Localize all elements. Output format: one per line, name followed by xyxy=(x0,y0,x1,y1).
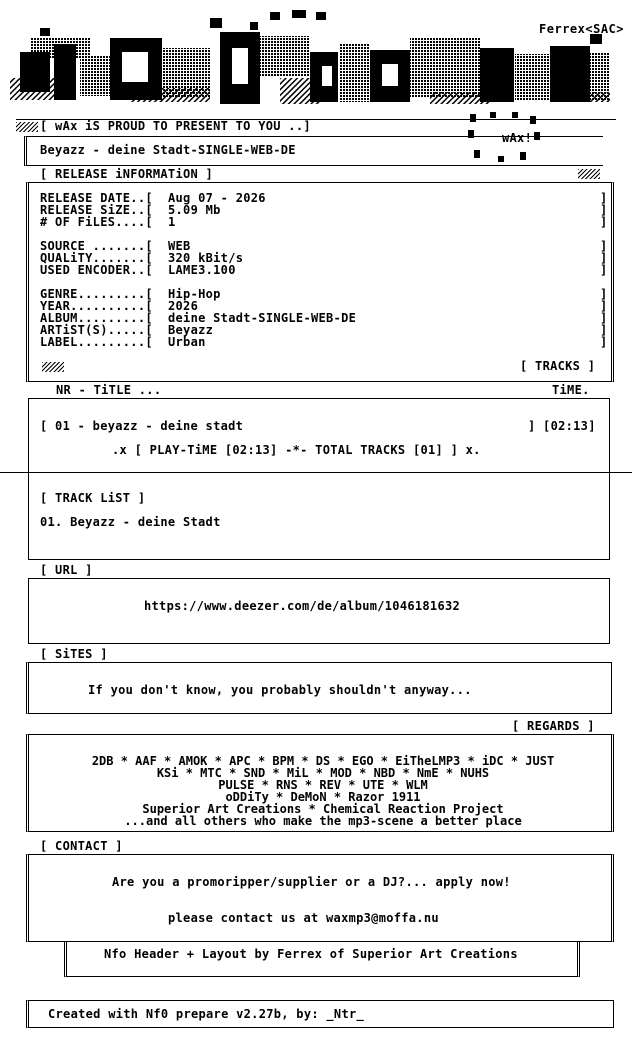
contact-apply: Are you a promoripper/supplier or a DJ?... apply now! xyxy=(112,875,511,889)
release-info-close: ] xyxy=(600,335,608,349)
release-info-label: ARTiST(S).....[ xyxy=(40,323,153,337)
release-info-close: ] xyxy=(600,323,608,337)
hatch-decoration xyxy=(578,169,600,179)
release-info-value: 1 xyxy=(168,215,176,229)
release-info-value: Hip-Hop xyxy=(168,287,221,301)
layout-credit: Nfo Header + Layout by Ferrex of Superior Art Creations xyxy=(104,947,518,961)
release-info-label: RELEASE DATE..[ xyxy=(40,191,153,205)
hatch-decoration xyxy=(16,122,38,132)
hatch-decoration xyxy=(42,362,64,372)
release-info-value: Aug 07 - 2026 xyxy=(168,191,266,205)
release-info-close: ] xyxy=(600,263,608,277)
tracks-header-time: TiME. xyxy=(552,383,590,397)
regards-line: Superior Art Creations * Chemical Reaction Project xyxy=(142,802,504,816)
release-info-label: LABEL.........[ xyxy=(40,335,153,349)
release-info-value: Urban xyxy=(168,335,206,349)
release-info-label: RELEASE SiZE..[ xyxy=(40,203,153,217)
release-info-label: YEAR..........[ xyxy=(40,299,153,313)
regards-line: ...and all others who make the mp3-scene a better place xyxy=(124,814,522,828)
release-title: Beyazz - deine Stadt-SINGLE-WEB-DE xyxy=(40,143,296,157)
url-label: [ URL ] xyxy=(40,563,93,577)
release-info-close: ] xyxy=(600,299,608,313)
contact-email[interactable]: please contact us at waxmp3@moffa.nu xyxy=(168,911,439,925)
release-info-label: USED ENCODER..[ xyxy=(40,263,153,277)
sites-label: [ SiTES ] xyxy=(40,647,108,661)
regards-line: PULSE * RNS * REV * UTE * WLM xyxy=(218,778,428,792)
release-info-close: ] xyxy=(600,287,608,301)
sites-text: If you don't know, you probably shouldn't anyway... xyxy=(88,683,472,697)
url-link[interactable]: https://www.deezer.com/de/album/1046181632 xyxy=(144,599,461,613)
release-info-value: 2026 xyxy=(168,299,199,313)
contact-box xyxy=(26,854,614,942)
release-info-label: SOURCE .......[ xyxy=(40,239,153,253)
regards-line: 2DB * AAF * AMOK * APC * BPM * DS * EGO * EiTheLMP3 * iDC * JUST xyxy=(91,754,555,768)
release-info-close: ] xyxy=(600,191,608,205)
release-info-value: WEB xyxy=(168,239,191,253)
regards-line: oDDiTy * DeMoN * Razor 1911 xyxy=(225,790,421,804)
track-line: [ 01 - beyazz - deine stadt xyxy=(40,419,244,433)
release-info-value: Beyazz xyxy=(168,323,214,337)
release-info-value: deine Stadt-SINGLE-WEB-DE xyxy=(168,311,357,325)
release-info-close: ] xyxy=(600,203,608,217)
author-signature: Ferrex<SAC> xyxy=(539,22,624,36)
track-time: ] [02:13] xyxy=(528,419,596,433)
release-info-value: 5.09 Mb xyxy=(168,203,221,217)
release-info-close: ] xyxy=(600,251,608,265)
wax-ascii-logo xyxy=(10,8,618,120)
created-with: Created with Nf0 prepare v2.27b, by: _Ntr_ xyxy=(48,1007,365,1021)
release-info-label: GENRE.........[ xyxy=(40,287,153,301)
release-info-label: [ RELEASE iNFORMATiON ] xyxy=(40,167,214,181)
tracks-total: .x [ PLAY-TiME [02:13] -*- TOTAL TRACKS [01] ] x. xyxy=(112,443,481,457)
release-info-label: ALBUM.........[ xyxy=(40,311,153,325)
tracklist-label: [ TRACK LiST ] xyxy=(40,491,146,505)
release-info-label: QUALiTY.......[ xyxy=(40,251,153,265)
tracks-label: [ TRACKS ] xyxy=(520,359,596,373)
release-info-close: ] xyxy=(600,239,608,253)
release-info-label: # OF FiLES....[ xyxy=(40,215,153,229)
contact-label: [ CONTACT ] xyxy=(40,839,123,853)
release-info-value: 320 kBit/s xyxy=(168,251,244,265)
release-info-value: LAME3.100 xyxy=(168,263,236,277)
divider xyxy=(0,472,632,473)
tagline: [ wAx iS PROUD TO PRESENT TO YOU ..] xyxy=(40,119,311,133)
tracklist-item: 01. Beyazz - deine Stadt xyxy=(40,515,221,529)
tracks-header-title: NR - TiTLE ... xyxy=(56,383,162,397)
release-info-close: ] xyxy=(600,311,608,325)
regards-label: [ REGARDS ] xyxy=(512,719,595,733)
release-info-close: ] xyxy=(600,215,608,229)
regards-line: KSi * MTC * SND * MiL * MOD * NBD * NmE * NUHS xyxy=(156,766,490,780)
wax-tag: wAx! xyxy=(502,131,533,145)
